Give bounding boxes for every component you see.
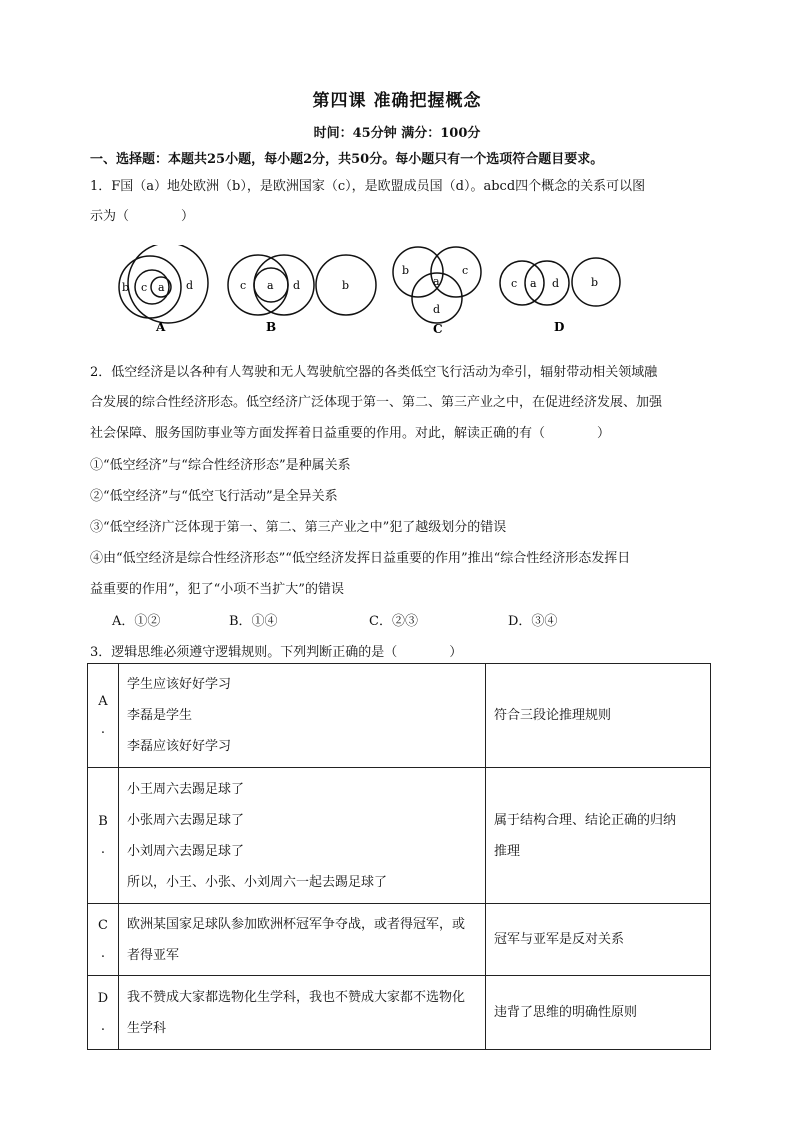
venn-diagrams <box>100 245 640 340</box>
venn-b-label-1: c <box>240 279 247 292</box>
venn-diagram-c <box>393 247 481 336</box>
venn-d-label-3: d <box>552 277 560 290</box>
q3-row-a-letter-dot: . <box>100 721 106 737</box>
venn-b-label-4: b <box>342 279 350 292</box>
q2-statement-4-line1: ④由“低空经济是综合性经济形态”“低空经济发挥日益重要的作用”推出“综合性经济形态发挥日 <box>90 551 631 566</box>
q3-stem: 3．逻辑思维必须遵守逻辑规则。下列判断正确的是（ ） <box>90 645 463 660</box>
venn-d-label-2: a <box>530 277 537 290</box>
q3-row-b-letter-dot: . <box>100 841 106 857</box>
venn-b-label-3: d <box>293 279 301 292</box>
q2-stem-line1: 2．低空经济是以各种有人驾驶和无人驾驶航空器的各类低空飞行活动为牵引，辐射带动相关领域融 <box>90 365 658 380</box>
venn-diagram-a <box>119 245 208 334</box>
q3-row-c-judgement <box>486 904 711 976</box>
q3-row-b-judge-line-2: 推理 <box>494 843 521 859</box>
time-score-info: 时间：45分钟 满分：100分 <box>313 126 481 141</box>
venn-diagram-d <box>500 258 620 334</box>
q3-row-d-letter-dot: . <box>100 1018 106 1034</box>
q2-option-b[interactable]: B．①④ <box>229 614 278 629</box>
venn-a-label-1: b <box>122 281 130 294</box>
q3-row-c-line-2: 者得亚军 <box>127 947 180 963</box>
venn-d-caption: D <box>554 320 565 334</box>
q1-stem-line1: 1．F国（a）地处欧洲（b），是欧洲国家（c），是欧盟成员国（d）。abcd四个概念的关系可以图 <box>90 179 646 194</box>
q3-row-a-line-1: 学生应该好好学习 <box>127 677 232 692</box>
venn-a-label-2: c <box>141 281 148 294</box>
q2-statement-1: ①“低空经济”与“综合性经济形态”是种属关系 <box>90 458 351 473</box>
q3-row-d-letter <box>88 976 119 1050</box>
q2-statement-4-line2: 益重要的作用”，犯了“小项不当扩大”的错误 <box>90 582 344 597</box>
q3-row-a-letter-char: A <box>98 693 108 709</box>
q3-row-a-judgement <box>486 664 711 768</box>
q3-row-c-judge-line-1: 冠军与亚军是反对关系 <box>494 932 625 947</box>
q2-stem-line2: 合发展的综合性经济形态。低空经济广泛体现于第一、第二、第三产业之中，在促进经济发展、加强 <box>90 395 663 410</box>
q3-row-a-line-2: 李磊是学生 <box>127 708 193 723</box>
q3-row-d-line-2: 生学科 <box>127 1020 167 1036</box>
q3-row-a-judge-line-1: 符合三段论推理规则 <box>494 708 612 723</box>
q3-row-a[interactable] <box>88 664 711 768</box>
q3-row-d-letter-char: D <box>97 990 109 1006</box>
q1-stem-line2: 示为（ ） <box>90 209 195 224</box>
venn-c-label-3: a <box>433 275 440 288</box>
q3-row-b-letter <box>88 768 119 904</box>
q3-row-b-content <box>119 768 486 904</box>
q3-row-a-line-3: 李磊应该好好学习 <box>127 739 232 754</box>
q2-option-d[interactable]: D．③④ <box>508 614 558 629</box>
q3-row-d-line-1: 我不赞成大家都选物化生学科，我也不赞成大家都不选物化 <box>127 989 466 1005</box>
venn-a-caption: A <box>156 320 166 334</box>
q3-row-c-content <box>119 904 486 976</box>
q3-row-b-judgement <box>486 768 711 904</box>
venn-d-label-4: b <box>591 276 599 289</box>
q2-option-a[interactable]: A．①② <box>112 614 161 629</box>
q2-option-c[interactable]: C．②③ <box>369 614 418 629</box>
q3-row-a-letter <box>88 664 119 768</box>
q3-row-c-letter-char: C <box>98 917 108 933</box>
venn-b-caption: B <box>266 320 277 334</box>
q3-row-b-letter-char: B <box>98 813 108 829</box>
q3-row-c-letter-dot: . <box>100 945 106 961</box>
q3-row-c-letter <box>88 904 119 976</box>
q2-statement-3: ③“低空经济广泛体现于第一、第二、第三产业之中”犯了越级划分的错误 <box>90 520 507 535</box>
venn-diagram-b <box>228 255 376 334</box>
q3-row-b-judge-line-1: 属于结构合理、结论正确的归纳 <box>494 812 677 828</box>
q3-row-b-line-4: 所以，小王、小张、小刘周六一起去踢足球了 <box>127 874 388 890</box>
q3-row-d-judge-line-1: 违背了思维的明确性原则 <box>494 1005 638 1020</box>
section-heading: 一、选择题：本题共25小题，每小题2分，共50分。每小题只有一个选项符合题目要求。 <box>90 152 604 167</box>
q3-row-d-judgement <box>486 976 711 1050</box>
page-title: 第四课 准确把握概念 <box>312 91 482 111</box>
q3-row-c[interactable] <box>88 904 711 976</box>
q2-statement-2: ②“低空经济”与“低空飞行活动”是全异关系 <box>90 489 338 504</box>
venn-c-label-4: d <box>433 303 441 316</box>
venn-c-label-1: b <box>402 264 410 277</box>
venn-b-label-2: a <box>267 279 274 292</box>
venn-d-label-1: c <box>511 277 518 290</box>
q2-stem-line3: 社会保障、服务国防事业等方面发挥着日益重要的作用。对此，解读正确的有（ ） <box>90 426 611 441</box>
q3-row-d-content <box>119 976 486 1050</box>
q3-row-d[interactable] <box>88 976 711 1050</box>
q3-row-b[interactable] <box>88 768 711 904</box>
venn-a-label-3: a <box>158 281 165 294</box>
q3-row-b-line-3: 小刘周六去踢足球了 <box>127 843 245 859</box>
q3-row-c-line-1: 欧洲某国家足球队参加欧洲杯冠军争夺战，或者得冠军，或 <box>127 916 466 932</box>
q3-row-b-line-1: 小王周六去踢足球了 <box>127 781 245 797</box>
venn-a-label-4: d <box>186 279 194 292</box>
venn-c-caption: C <box>433 322 443 336</box>
q3-row-a-content <box>119 664 486 768</box>
q3-row-b-line-2: 小张周六去踢足球了 <box>127 812 245 828</box>
q3-options-table <box>87 663 711 1050</box>
venn-c-label-2: c <box>462 264 469 277</box>
